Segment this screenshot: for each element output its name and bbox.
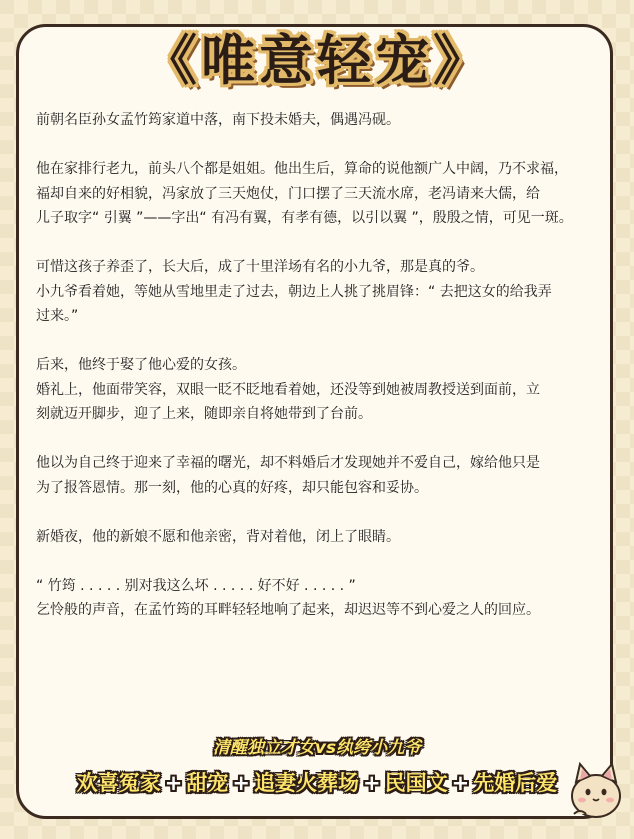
paragraph-7 (36, 451, 604, 500)
text-line: 儿子取字“ 引翼 ”——字出“ 有冯有翼，有孝有德，以引以翼 ”，殷殷之情，可见一斑。 (36, 210, 573, 226)
tag-separator: + (164, 771, 183, 795)
text-line: 前朝名臣孙女孟竹筠家道中落，南下投未婚夫，偶遇冯砚。 (36, 112, 400, 128)
tag-item: 民国文 (384, 771, 448, 795)
text-line: 后来，他终于娶了他心爱的女孩。 (36, 357, 246, 373)
text-line: 过来。” (36, 308, 79, 324)
tag-item: 先婚后爱 (473, 771, 558, 795)
text-line: 小九爷看着她，等她从雪地里走了过去，朝边上人挑了挑眉锋：“ 去把这女的给我弄 (36, 283, 552, 300)
paragraph-6 (36, 378, 604, 427)
synopsis-body (36, 108, 604, 623)
tagline: 清醒独立才女vs纨绔小九爷 (212, 738, 422, 758)
paragraph-3 (36, 255, 604, 280)
tag-separator: + (451, 771, 470, 795)
paragraph-4 (36, 280, 604, 329)
genre-tags (0, 767, 634, 797)
paragraph-10 (36, 598, 604, 623)
text-line: 可惜这孩子养歪了，长大后，成了十里洋场有名的小九爷，那是真的爷。 (36, 259, 484, 275)
paragraph-9 (36, 574, 604, 599)
cat-mascot-icon (566, 752, 626, 820)
text-line: 新婚夜，他的新娘不愿和他亲密，背对着他，闭上了眼睛。 (36, 528, 400, 545)
text-line: 刻就迈开脚步，迎了上来，随即亲自将她带到了台前。 (36, 406, 372, 422)
text-line: 婚礼上，他面带笑容，双眼一眨不眨地看着她，还没等到她被周教授送到面前，立 (36, 381, 540, 398)
text-line: “ 竹筠 . . . . . 别对我这么坏 . . . . . 好不好 . . . . . ” (36, 577, 356, 594)
paragraph-5 (36, 353, 604, 378)
text-line: 他在家排行老九，前头八个都是姐姐。他出生后，算命的说他额广人中阔，乃不求福， (36, 161, 568, 177)
tag-item: 甜宠 (186, 771, 229, 795)
text-line: 乞怜般的声音，在孟竹筠的耳畔轻轻地响了起来，却迟迟等不到心爱之人的回应。 (36, 602, 540, 618)
text-line: 他以为自己终于迎来了幸福的曙光，却不料婚后才发现她并不爱自己，嫁给他只是 (36, 455, 540, 471)
tag-separator: + (232, 771, 250, 795)
paragraph-8 (36, 525, 604, 550)
tag-item: 欢喜冤家 (76, 771, 161, 795)
tag-item: 追妻火葬场 (254, 771, 359, 795)
paragraph-2 (36, 157, 604, 231)
tag-separator: + (363, 771, 381, 795)
book-title: 《唯意轻宠》 (143, 29, 491, 92)
text-line: 福却自来的好相貌，冯家放了三天炮仗，门口摆了三天流水席，老冯请来大儒，给 (36, 185, 540, 202)
text-line: 为了报答恩情。那一刻，他的心真的好疼，却只能包容和妥协。 (36, 479, 428, 496)
paragraph-1 (36, 108, 604, 133)
